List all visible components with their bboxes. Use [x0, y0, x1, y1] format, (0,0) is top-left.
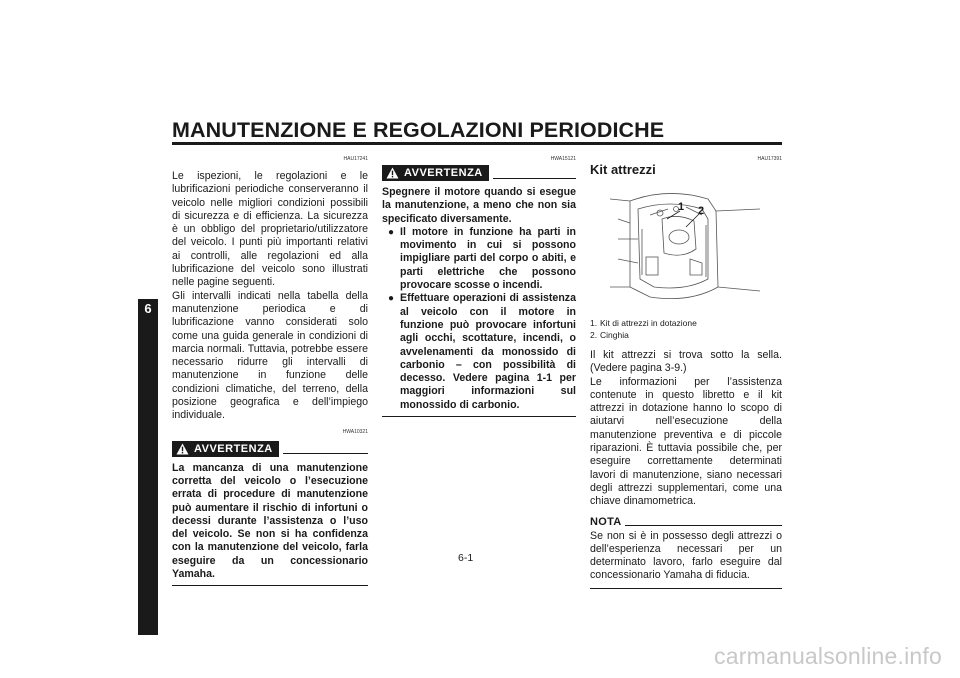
toolkit-diagram — [590, 179, 782, 313]
warning-label: AVVERTENZA — [404, 167, 483, 179]
nota-text: Se non si è in possesso degli attrezzi o dell’esperienza necessari per un determinato lavoro, farlo eseguire dal concessionario Yamaha di fiducia. — [590, 529, 782, 582]
intro-paragraph: Gli intervalli indicati nella tabella della manutenzione periodica e di lubrificazione vanno considerati solo come una guida generale in condizioni di marcia normali. Tuttavia, potrebbe essere necessario ridurre gli intervalli di manutenzione in funzione delle condizioni climatiche, del terreno, della posizione geografica e dell’impiego individuale. — [172, 289, 368, 422]
section-code: HAU17241 — [343, 156, 368, 162]
page-number: 6-1 — [458, 552, 474, 564]
column-intro — [172, 156, 368, 586]
caption-number: 1. — [590, 318, 598, 328]
figure-label-2: 2 — [698, 205, 705, 217]
bullet-text: Il motore in funzione ha parti in movimento in cui si possono impigliare parti del corpo o abiti, e parti elettriche che possono provocare scosse o incendi. — [400, 225, 576, 292]
nota-end-rule — [590, 588, 782, 589]
nota-header — [590, 516, 782, 528]
warning-end-rule — [382, 416, 576, 417]
warning-header — [382, 165, 576, 181]
warning-rule — [493, 178, 576, 179]
caption-text: Cinghia — [600, 330, 629, 340]
section-code: HAU17391 — [757, 156, 782, 162]
bullet-text: Effettuare operazioni di assistenza al veicolo con il motore in funzione può provocare infortuni agli occhi, scottature, incendi, o avvelenamenti da monossido di carbonio – con possibilità di decesso. Vedere pagina 1-1 per maggiori informazioni sul monossido di carbonio. — [400, 292, 576, 411]
warning-header — [172, 441, 368, 457]
warning-bullet — [388, 292, 576, 412]
nota-rule — [625, 525, 782, 526]
column-warning — [382, 156, 576, 417]
caption-text: Kit di attrezzi in dotazione — [600, 318, 697, 328]
warning-triangle-icon — [386, 167, 399, 179]
warning-badge — [172, 441, 279, 457]
watermark: carmanualsonline.info — [714, 643, 942, 669]
warning-label: AVVERTENZA — [194, 442, 273, 455]
warning-bullet — [388, 226, 576, 292]
bullet-dot-icon: ● — [388, 293, 395, 305]
chapter-tab — [138, 299, 158, 635]
column-toolkit — [590, 156, 782, 589]
caption-item — [590, 317, 782, 329]
nota-label: NOTA — [590, 515, 622, 528]
warning-intro: Spegnere il motore quando si esegue la manutenzione, a meno che non sia specificato diversamente. — [382, 186, 576, 225]
section-title: Kit attrezzi — [590, 162, 656, 177]
chapter-number: 6 — [144, 301, 152, 316]
intro-paragraph: Le ispezioni, le regolazioni e le lubrificazioni periodiche conserveranno il veicolo nelle migliori condizioni possibili di sicurezza e di efficienza. La sicurezza è un obbligo del proprietario/utilizzatore del veicolo. I punti più importanti relativi ai controlli, alle regolazioni ed alla lubrificazione del veicolo sono illustrati nelle pagine seguenti. — [172, 170, 368, 289]
warning-code: HWA15121 — [550, 156, 576, 162]
intro-text — [172, 170, 368, 423]
caption-number: 2. — [590, 330, 598, 340]
bullet-dot-icon: ● — [388, 226, 395, 238]
warning-badge — [382, 165, 489, 181]
toolkit-text — [590, 349, 782, 509]
figure-label-1: 1 — [678, 201, 685, 213]
warning-text: La mancanza di una manutenzione corretta del veicolo o l’esecuzione errata di procedure di manutenzione può aumentare il rischio di infortuni o decessi durante l’assistenza o l’uso del veicolo. Se non si ha confidenza con la manutenzione del veicolo, farla eseguire da un concessionario Yamaha. — [172, 461, 368, 581]
caption-item — [590, 329, 782, 341]
toolkit-figure — [590, 179, 782, 313]
warning-end-rule — [172, 585, 368, 586]
header-rule — [172, 142, 782, 145]
warning-text — [382, 186, 576, 412]
toolkit-paragraph: Il kit attrezzi si trova sotto la sella. (Vedere pagina 3-9.) — [590, 349, 782, 375]
toolkit-paragraph: Le informazioni per l’assistenza contenute in questo libretto e il kit attrezzi in dotazione hanno lo scopo di aiutarvi nell’esecuzione della manutenzione preventiva e di piccole riparazioni. È tuttavia possibile che, per eseguire correttamente determinati lavori di manutenzione, siano necessari degli attrezzi supplementari, come una chiave dinamometrica. — [590, 375, 782, 508]
figure-captions — [590, 317, 782, 341]
page-title: MANUTENZIONE E REGOLAZIONI PERIODICHE — [172, 118, 665, 142]
warning-code: HWA10321 — [342, 428, 368, 435]
warning-rule — [283, 453, 368, 454]
warning-triangle-icon — [176, 443, 189, 455]
